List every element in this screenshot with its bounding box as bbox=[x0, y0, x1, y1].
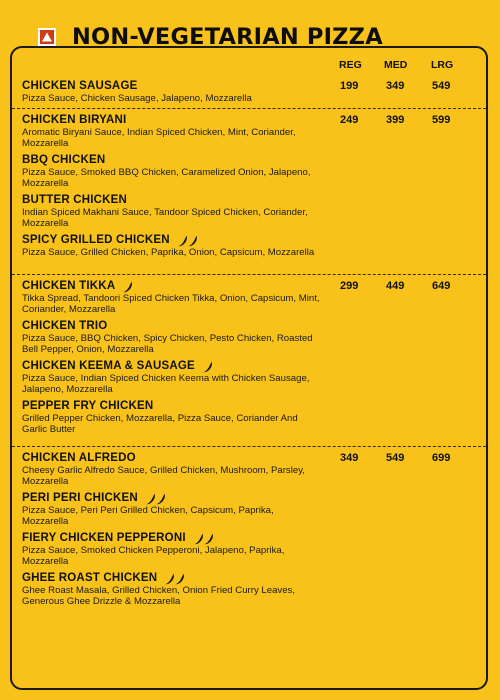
menu-section bbox=[22, 80, 482, 109]
item-description: Pizza Sauce, Smoked Chicken Pepperoni, Jalapeno, Paprika, Mozzarella bbox=[22, 545, 285, 567]
menu-header bbox=[38, 20, 383, 54]
menu-item bbox=[22, 280, 482, 315]
price-reg: 199 bbox=[340, 80, 359, 92]
item-description: Indian Spiced Makhani Sauce, Tandoor Spiced Chicken, Coriander, Mozzarella bbox=[22, 207, 308, 229]
item-name bbox=[22, 194, 482, 207]
menu-item bbox=[22, 320, 482, 355]
item-name bbox=[22, 360, 482, 373]
price-lrg: 599 bbox=[432, 114, 451, 126]
menu-item bbox=[22, 452, 482, 487]
non-veg-triangle-icon bbox=[38, 28, 56, 46]
item-description: Grilled Pepper Chicken, Mozzarella, Pizza Sauce, Coriander And Garlic Butter bbox=[22, 413, 298, 435]
item-name-text: CHICKEN KEEMA & SAUSAGE bbox=[22, 360, 195, 372]
item-name-text: BUTTER CHICKEN bbox=[22, 194, 128, 206]
item-description: Aromatic Biryani Sauce, Indian Spiced Chicken, Mint, Coriander, Mozzarella bbox=[22, 127, 296, 149]
menu-item bbox=[22, 80, 482, 104]
menu-section bbox=[22, 280, 482, 440]
menu-item bbox=[22, 194, 482, 229]
menu-item bbox=[22, 154, 482, 189]
chili-spicy-icon bbox=[203, 361, 213, 373]
item-name-text: FIERY CHICKEN PEPPERONI bbox=[22, 532, 186, 544]
item-name-text: CHICKEN SAUSAGE bbox=[22, 80, 138, 92]
chili-spicy-icon bbox=[194, 533, 214, 545]
price-med: 399 bbox=[386, 114, 405, 126]
item-name bbox=[22, 280, 482, 293]
menu-item bbox=[22, 572, 482, 607]
column-header-lrg: LRG bbox=[431, 59, 454, 71]
menu-item bbox=[22, 400, 482, 435]
menu-section bbox=[22, 452, 482, 612]
price-med: 449 bbox=[386, 280, 405, 292]
section-divider bbox=[12, 446, 486, 447]
chili-spicy-icon bbox=[123, 281, 133, 293]
chili-spicy-icon bbox=[178, 235, 198, 247]
menu-item bbox=[22, 114, 482, 149]
section-divider bbox=[12, 274, 486, 275]
item-name bbox=[22, 320, 482, 333]
item-description: Tikka Spread, Tandoori Spiced Chicken Tikka, Onion, Capsicum, Mint, Coriander, Mozzarella bbox=[22, 293, 320, 315]
item-name-text: CHICKEN ALFREDO bbox=[22, 452, 136, 464]
menu-item bbox=[22, 532, 482, 567]
chili-spicy-icon bbox=[165, 573, 185, 585]
menu-item bbox=[22, 360, 482, 395]
price-lrg: 699 bbox=[432, 452, 451, 464]
menu-section bbox=[22, 114, 482, 263]
item-description: Ghee Roast Masala, Grilled Chicken, Onion Fried Curry Leaves, Generous Ghee Drizzle & Mozzarella bbox=[22, 585, 296, 607]
item-description: Pizza Sauce, BBQ Chicken, Spicy Chicken, Pesto Chicken, Roasted Bell Pepper, Onion, Mozzarella bbox=[22, 333, 313, 355]
item-name bbox=[22, 154, 482, 167]
size-column-headers bbox=[0, 59, 500, 73]
item-name bbox=[22, 114, 482, 127]
item-name bbox=[22, 80, 482, 93]
item-name-text: SPICY GRILLED CHICKEN bbox=[22, 234, 170, 246]
page-title: NON-VEGETARIAN PIZZA bbox=[72, 24, 383, 50]
price-lrg: 549 bbox=[432, 80, 451, 92]
price-lrg: 649 bbox=[432, 280, 451, 292]
price-med: 349 bbox=[386, 80, 405, 92]
chili-spicy-icon bbox=[146, 493, 166, 505]
item-name-text: BBQ CHICKEN bbox=[22, 154, 106, 166]
item-description: Pizza Sauce, Peri Peri Grilled Chicken, Capsicum, Paprika, Mozzarella bbox=[22, 505, 274, 527]
item-name bbox=[22, 532, 482, 545]
item-name-text: PEPPER FRY CHICKEN bbox=[22, 400, 154, 412]
item-description: Cheesy Garlic Alfredo Sauce, Grilled Chicken, Mushroom, Parsley, Mozzarella bbox=[22, 465, 305, 487]
item-description: Pizza Sauce, Grilled Chicken, Paprika, Onion, Capsicum, Mozzarella bbox=[22, 247, 315, 258]
menu-item bbox=[22, 234, 482, 258]
item-name-text: CHICKEN TIKKA bbox=[22, 280, 116, 292]
item-name bbox=[22, 492, 482, 505]
item-name bbox=[22, 572, 482, 585]
price-reg: 349 bbox=[340, 452, 359, 464]
menu-item bbox=[22, 492, 482, 527]
price-reg: 299 bbox=[340, 280, 359, 292]
item-name bbox=[22, 234, 482, 247]
column-header-med: MED bbox=[384, 59, 408, 71]
item-name-text: PERI PERI CHICKEN bbox=[22, 492, 138, 504]
item-name-text: CHICKEN BIRYANI bbox=[22, 114, 127, 126]
item-name bbox=[22, 452, 482, 465]
item-description: Pizza Sauce, Smoked BBQ Chicken, Caramelized Onion, Jalapeno, Mozzarella bbox=[22, 167, 311, 189]
price-med: 549 bbox=[386, 452, 405, 464]
item-name-text: CHICKEN TRIO bbox=[22, 320, 108, 332]
item-description: Pizza Sauce, Chicken Sausage, Jalapeno, Mozzarella bbox=[22, 93, 252, 104]
item-description: Pizza Sauce, Indian Spiced Chicken Keema with Chicken Sausage, Jalapeno, Mozzarella bbox=[22, 373, 310, 395]
item-name-text: GHEE ROAST CHICKEN bbox=[22, 572, 158, 584]
section-divider bbox=[12, 108, 486, 109]
item-name bbox=[22, 400, 482, 413]
column-header-reg: REG bbox=[339, 59, 362, 71]
price-reg: 249 bbox=[340, 114, 359, 126]
